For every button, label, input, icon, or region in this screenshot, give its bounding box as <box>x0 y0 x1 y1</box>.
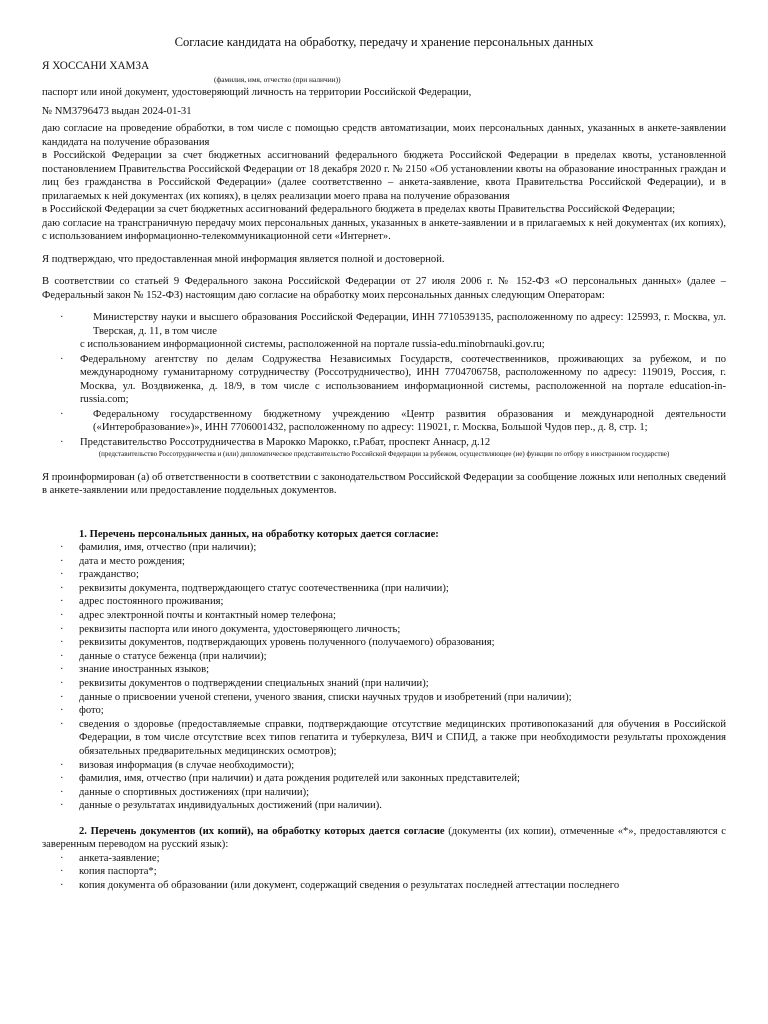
list-item <box>42 609 726 623</box>
bullet-icon: · <box>60 664 64 676</box>
list-item-text: данные о статусе беженца (при наличии); <box>79 650 267 662</box>
list-item <box>42 663 726 677</box>
bullet-icon: · <box>60 718 64 730</box>
bullet-icon: · <box>60 596 64 608</box>
bullet-icon: · <box>60 353 64 365</box>
section-personal-data <box>42 528 726 813</box>
operator-text: Представительство Россотрудничества в Марокко Марокко, г.Рабат, проспект Аннаср, д.12 <box>80 436 491 448</box>
bullet-icon: · <box>60 852 64 864</box>
consent-paragraph: в Российской Федерации за счет бюджетных ассигнований федерального бюджета в пределах квоты Правительства Российской Федерации; <box>42 204 676 215</box>
list-item-text: адрес электронной почты и контактный номер телефона; <box>79 609 336 621</box>
bullet-icon: · <box>60 773 64 785</box>
list-item <box>42 650 726 664</box>
list-item-text: дата и место рождения; <box>79 555 185 567</box>
operator-text: с использованием информационной системы, расположенной на портале russia-edu.minobrnauki.gov.ru; <box>80 339 545 350</box>
list-item <box>42 865 726 879</box>
operator-text: Министерству науки и высшего образования Российской Федерации, ИНН 7710539135, расположенному по адресу: 125993, г. Москва, ул. Тверская, д. 11, в том числе <box>93 312 726 337</box>
consent-document <box>42 36 726 893</box>
personal-data-list <box>42 541 726 813</box>
list-item <box>42 636 726 650</box>
list-item <box>42 568 726 582</box>
list-item <box>42 759 726 773</box>
list-item <box>42 718 726 759</box>
bullet-icon: · <box>60 866 64 878</box>
list-item-text: копия документа об образовании (или документ, содержащий сведения о результатах последней аттестации последнего <box>79 880 620 892</box>
bullet-icon: · <box>60 569 64 581</box>
list-item-text: адрес постоянного проживания; <box>79 596 224 608</box>
bullet-icon: · <box>60 312 64 323</box>
passport-number: № NM3796473 выдан 2024-01-31 <box>42 105 192 117</box>
operator-item <box>42 436 726 450</box>
operator-text: Федеральному государственному бюджетному учреждению «Центр развития образования и международной деятельности («Интеробразование»)», ИНН 7706001432, расположенному по адресу: 119021, г. Москва, Большой Чудов пер., д. 8, стр. 1; <box>93 408 726 433</box>
bullet-icon: · <box>60 691 64 703</box>
consent-paragraph: в Российской Федерации за счет бюджетных ассигнований федерального бюджета Российской Федерации в пределах квоты, установленной постановлением Правительства Российской Федерации от 18 декабря 2020 г. № 2150 «Об установлении квоты на образование иностранных граждан и лиц без гражданства в Российской Федерации» (далее соответственно – анкета-заявление, квота Правительства Российской Федерации), и в прилагаемых к ней документах (их копиях), в целях реализации моего права на получение образования <box>42 150 726 202</box>
list-item-text: фамилия, имя, отчество (при наличии) и дата рождения родителей или законных представителей; <box>79 773 520 785</box>
confirm-text: Я подтверждаю, что предоставленная мной информация является полной и достоверной. <box>42 253 445 265</box>
list-item-text: знание иностранных языков; <box>79 664 210 676</box>
list-item-text: фото; <box>79 705 104 717</box>
bullet-icon: · <box>60 800 64 812</box>
operator-item <box>42 353 726 407</box>
bullet-icon: · <box>60 759 64 771</box>
list-item <box>42 772 726 786</box>
list-item-text: данные о спортивных достижениях (при наличии); <box>79 786 310 798</box>
bullet-icon: · <box>60 542 64 553</box>
list-item <box>42 879 726 893</box>
list-item-text: реквизиты документа, подтверждающего статус соотечественника (при наличии); <box>79 582 449 594</box>
list-item <box>42 677 726 691</box>
list-item-text: реквизиты документов о подтверждении специальных знаний (при наличии); <box>79 677 429 689</box>
bullet-icon: · <box>60 436 64 448</box>
list-item <box>42 799 726 813</box>
law-text: В соответствии со статьей 9 Федерального закона Российской Федерации от 27 июля 2006 г. № 152-ФЗ «О персональных данных» (далее – Федеральный закон № 152-ФЗ) настоящим даю согласие на обработку моих персональных данных следующим Операторам: <box>42 276 726 301</box>
list-item-text: гражданство; <box>79 569 139 581</box>
list-item <box>42 623 726 637</box>
bullet-icon: · <box>60 650 64 662</box>
list-item-text: данные о присвоении ученой степени, ученого звания, списки научных трудов и изобретений (при наличии); <box>79 691 572 703</box>
section2-note: (документы (их копии), отмеченные «*», предоставляются с заверенным переводом на русский язык): <box>42 825 726 851</box>
passport-line: паспорт или иной документ, удостоверяющий личность на территории Российской Федерации, <box>42 87 472 98</box>
list-item <box>42 541 726 555</box>
list-item <box>42 852 726 866</box>
applicant-name: Я ХОССАНИ ХАМЗА <box>42 59 150 72</box>
list-item <box>42 704 726 718</box>
bullet-icon: · <box>60 705 64 717</box>
bullet-icon: · <box>60 677 64 689</box>
list-item-text: копия паспорта*; <box>79 866 157 878</box>
list-item <box>42 555 726 569</box>
list-item <box>42 582 726 596</box>
list-item-text: фамилия, имя, отчество (при наличии); <box>79 542 257 553</box>
operator-item <box>42 311 726 352</box>
operator-item <box>42 408 726 435</box>
list-item-text: сведения о здоровье (предоставляемые справки, подтверждающие отсутствие медицинских противопоказаний для обучения в Российской Федерации, в том числе отсутствие всех типов гепатита и туберкулеза, ВИЧ и СПИД, а также при необходимости результаты прохождения обязательных предварительных медицинских осмотров); <box>79 718 726 757</box>
bullet-icon: · <box>60 555 64 567</box>
section2-title: 2. Перечень документов (их копий), на обработку которых дается согласие <box>79 825 445 837</box>
section1-title: 1. Перечень персональных данных, на обработку которых дается согласие: <box>79 528 439 540</box>
bullet-icon: · <box>60 623 64 635</box>
consent-paragraph: даю согласие на трансграничную передачу моих персональных данных, указанных в анкете-заявлении и в прилагаемых к ней документах (их копиях), с использованием информационно-телекоммуникационной сети «Интернет». <box>42 217 726 242</box>
list-item <box>42 786 726 800</box>
operator-caption: (представительство Россотрудничества и (или) дипломатическое представительство Российской Федерации за рубежом, осуществляющее (ие) функции по отбору в иностранном государстве) <box>98 450 670 458</box>
list-item-text: анкета-заявление; <box>79 852 160 864</box>
section2-heading <box>42 825 726 852</box>
document-title: Согласие кандидата на обработку, передачу и хранение персональных данных <box>174 35 594 49</box>
documents-list <box>42 852 726 893</box>
bullet-icon: · <box>60 408 64 420</box>
bullet-icon: · <box>60 880 64 892</box>
bullet-icon: · <box>60 637 64 649</box>
section-documents <box>42 825 726 893</box>
bullet-icon: · <box>60 582 64 594</box>
bullet-icon: · <box>60 786 64 798</box>
operator-text: Федеральному агентству по делам Содружества Независимых Государств, соотечественников, проживающих за рубежом, и по международному гуманитарному сотрудничеству (Россотрудничество), ИНН 7704706758, расположенному по адресу: 119019, Россия, г. Москва, ул. Воздвиженка, д. 18/9, в том числе с использованием информационной системы, расположенной на портале education-in-russia.com; <box>80 353 726 405</box>
list-item-text: реквизиты документов, подтверждающих уровень полученного (получаемого) образования; <box>79 637 495 649</box>
responsibility-text: Я проинформирован (а) об ответственности в соответствии с законодательством Российской Федерации за сообщение ложных или неполных сведений в анкете-заявлении или предоставление поддельных документов. <box>42 471 726 496</box>
list-item-text: реквизиты паспорта или иного документа, удостоверяющего личность; <box>79 623 401 635</box>
bullet-icon: · <box>60 609 64 621</box>
list-item <box>42 595 726 609</box>
consent-paragraph: даю согласие на проведение обработки, в том числе с помощью средств автоматизации, моих персональных данных, указанных в анкете-заявлении кандидата на получение образования <box>42 123 726 148</box>
list-item-text: визовая информация (в случае необходимости); <box>79 759 295 771</box>
list-item-text: данные о результатах индивидуальных достижений (при наличии). <box>79 800 382 812</box>
operators-list <box>42 311 726 459</box>
name-caption: (фамилия, имя, отчество (при наличии)) <box>214 75 341 84</box>
list-item <box>42 691 726 705</box>
